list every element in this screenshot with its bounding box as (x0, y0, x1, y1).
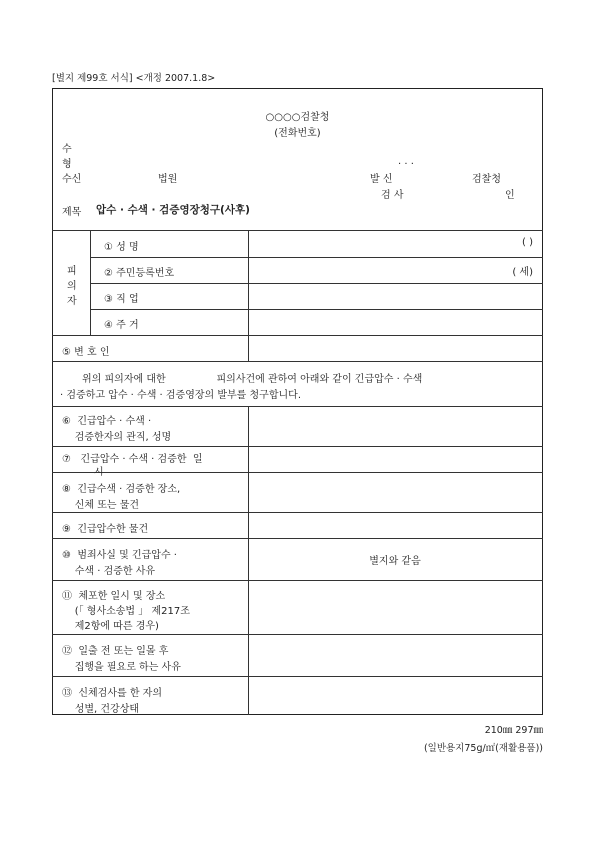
suspect-address-label: ④ 주 거 (104, 320, 139, 331)
suspect-char-1: 피 (67, 266, 77, 277)
suspect-id-field[interactable] (248, 263, 533, 277)
recipient-value: 법원 (158, 174, 178, 185)
office-name: ○○○○검찰청 (265, 112, 330, 123)
request-text-line-1: 위의 피의자에 대한 피의사건에 관하여 아래와 같이 긴급압수 · 수색 (82, 374, 423, 385)
date-dots: . . . (398, 156, 414, 167)
item-6-field[interactable] (250, 408, 540, 444)
paper-size: 210㎜ 297㎜ (484, 725, 543, 736)
form-number: [별지 제99호 서식] <개정 2007.1.8> (52, 73, 216, 84)
item-13-label-2: 성별, 건강상태 (62, 704, 140, 715)
item-11-label-2: (「 형사소송법 」 제217조 (62, 606, 190, 617)
suspect-job-field[interactable] (250, 285, 540, 307)
item-9-label-1: ⑨ 긴급압수한 물건 (62, 524, 149, 535)
rule-suspect-3 (90, 309, 543, 310)
rule-item-6 (52, 446, 543, 447)
item-13-label-1: ⑬ 신체검사를 한 자의 (62, 688, 162, 699)
suspect-id-label: ② 주민등록번호 (104, 268, 175, 279)
suspect-name-label: ① 성 명 (104, 242, 139, 253)
rule-lawyer-end (52, 361, 543, 362)
request-text-line-2: · 검증하고 압수 · 수색 · 검증영장의 발부를 청구합니다. (60, 390, 302, 401)
suhyeong-char-1: 수 (62, 144, 72, 155)
rule-suspect-2 (90, 283, 543, 284)
subject-label: 제목 (62, 207, 82, 218)
subject-value: 압수 · 수색 · 검증영장청구(사후) (96, 204, 250, 216)
rule-item-12 (52, 676, 543, 677)
rule-paragraph-end (52, 406, 543, 407)
suspect-address-field[interactable] (250, 311, 540, 333)
item-10-field[interactable] (250, 540, 540, 578)
suspect-char-3: 자 (67, 296, 77, 307)
suspect-name-field[interactable] (248, 237, 533, 251)
prosecutor-label: 검 사 (381, 190, 404, 201)
item-11-label-3: 제2항에 따른 경우) (62, 621, 159, 632)
item-10-label-1: ⑩ 범죄사실 및 긴급압수 · (62, 550, 177, 561)
item-13-field[interactable] (250, 678, 540, 713)
rule-top-block (52, 230, 543, 231)
seal-mark: 인 (505, 190, 515, 201)
item-10-value: 별지와 같음 (369, 555, 421, 567)
rule-col-lower (248, 406, 249, 715)
rule-item-7 (52, 472, 543, 473)
sender-label: 발 신 (370, 174, 393, 185)
suspect-name-suffix: ( ) (522, 237, 533, 248)
item-11-field[interactable] (250, 582, 540, 632)
suspect-age-suffix: ( 세) (512, 267, 533, 278)
item-7-label-2: 시 (94, 467, 104, 478)
item-8-label-1: ⑧ 긴급수색 · 검증한 장소, (62, 484, 181, 495)
paper-spec: (일반용지75g/㎡(재활용품)) (423, 743, 543, 754)
item-8-field[interactable] (250, 474, 540, 510)
item-7-field[interactable] (250, 448, 540, 470)
item-12-label-1: ⑫ 일출 전 또는 일몰 후 (62, 646, 169, 657)
item-12-label-2: 집행을 필요로 하는 사유 (62, 662, 181, 673)
sender-office: 검찰청 (472, 174, 501, 185)
item-7-label-1: ⑦ 긴급압수 · 수색 · 검증한 일 (62, 454, 203, 465)
rule-item-9 (52, 538, 543, 539)
suhyeong-char-2: 형 (62, 159, 72, 170)
item-8-label-2: 신체 또는 물건 (62, 500, 140, 511)
suspect-job-label: ③ 직 업 (104, 294, 139, 305)
rule-suspect-1 (90, 257, 543, 258)
lawyer-label: ⑤ 변 호 인 (62, 347, 110, 358)
item-11-label-1: ⑪ 체포한 일시 및 장소 (62, 591, 166, 602)
rule-suspect-divider (90, 230, 91, 335)
item-10-label-2: 수색 · 검증한 사유 (62, 566, 156, 577)
item-6-label-1: ⑥ 긴급압수 · 수색 · (62, 416, 152, 427)
rule-item-8 (52, 512, 543, 513)
item-9-field[interactable] (250, 514, 540, 536)
suspect-char-2: 의 (67, 281, 77, 292)
item-12-field[interactable] (250, 636, 540, 674)
rule-item-10 (52, 580, 543, 581)
item-6-label-2: 검증한자의 관직, 성명 (62, 432, 172, 443)
rule-item-11 (52, 634, 543, 635)
lawyer-field[interactable] (250, 337, 540, 359)
rule-suspect-end (52, 335, 543, 336)
office-phone: (전화번호) (274, 128, 321, 139)
recipient-label: 수신 (62, 174, 82, 185)
